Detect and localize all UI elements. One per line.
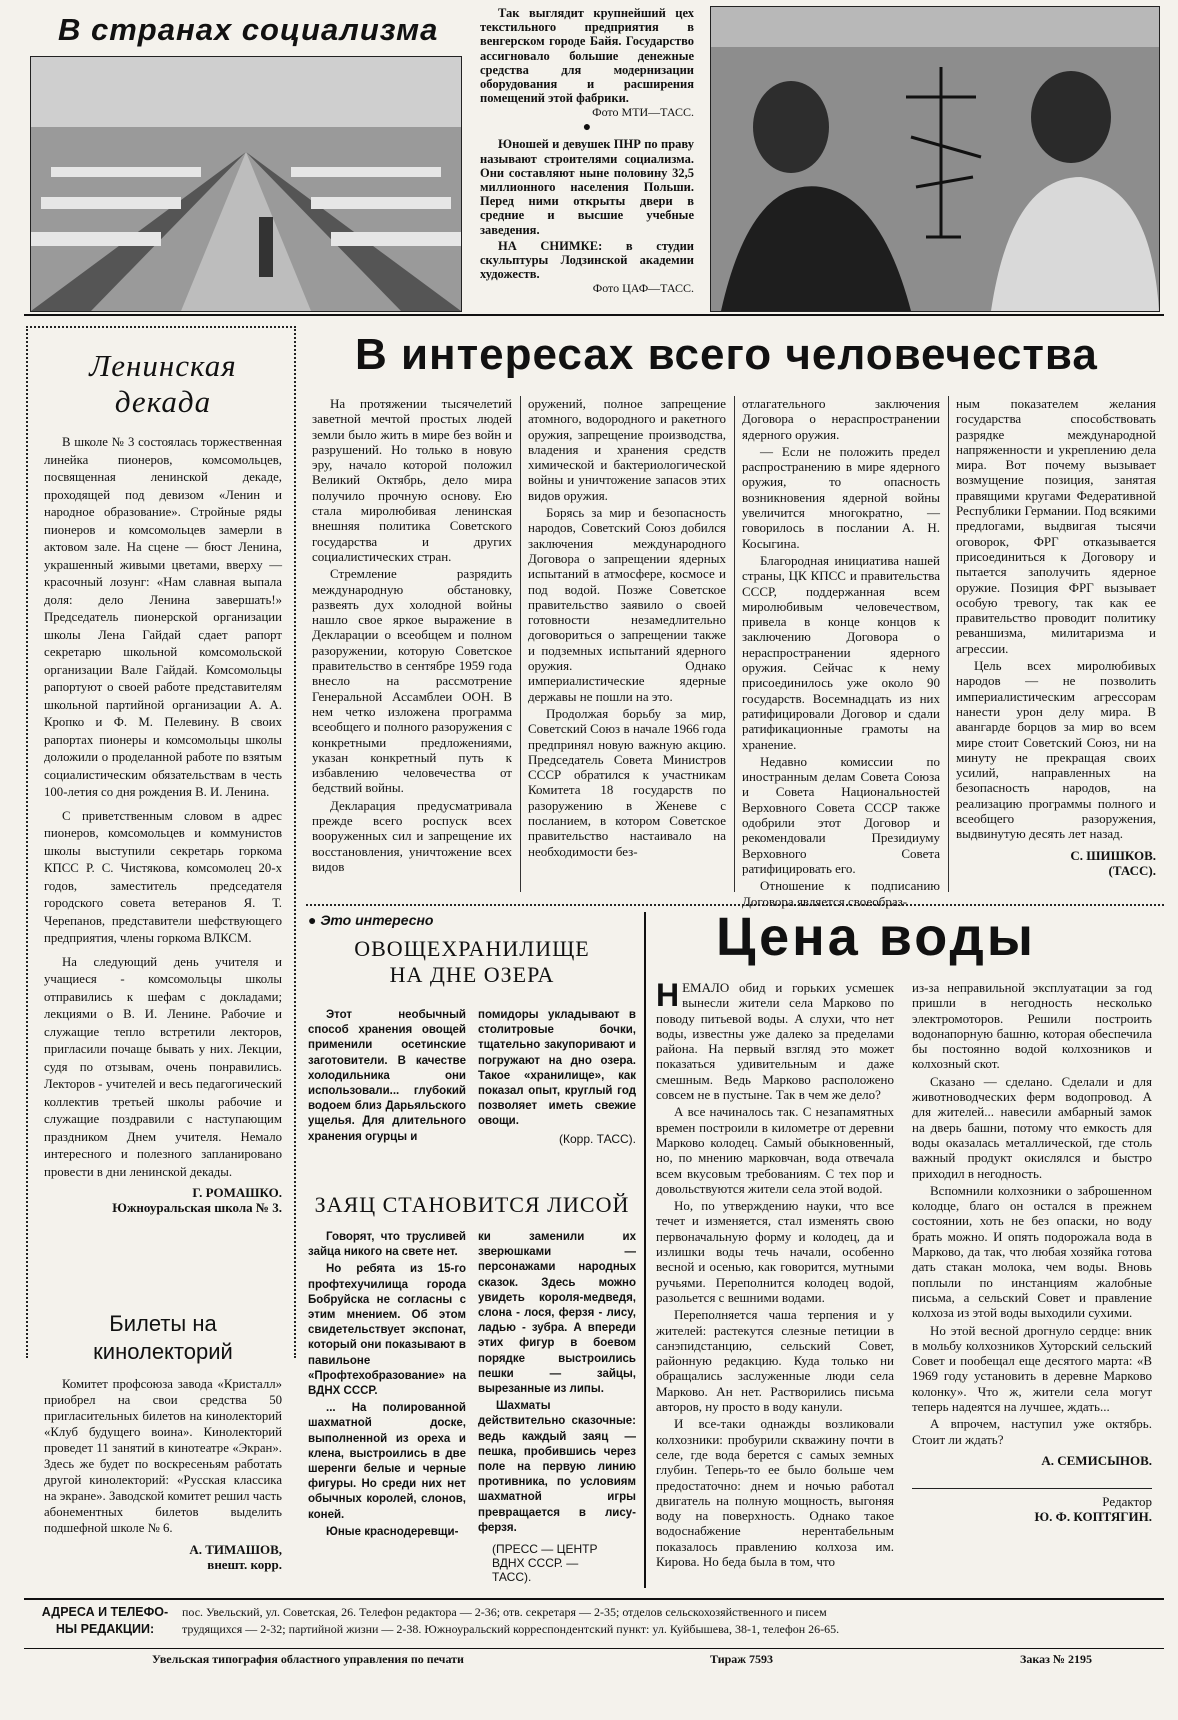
water-article	[656, 977, 1156, 1590]
paragraph: На протяжении тысячелетий заветной мечтой простых людей земли было жить в мире без войн и разрушений. Но только в новую эру, начало которой положил Великий Октябрь, дело мира получило прочную основу. Ею стала миролюбивая ленинская внешняя политика Советского государства и других социалистических стран.	[312, 396, 512, 564]
paragraph	[656, 977, 894, 1103]
paragraph: Сказано — сделано. Сделали и для животноводческих ферм водопровод. А для жителей... навесили амбарный замок на дверь башни, потому что емкость для воды оказалась металлической, где столь важный продукт окислялся и быстро приходил в негодность.	[912, 1073, 1152, 1181]
textile-factory-image	[31, 57, 461, 311]
footer-address	[30, 1604, 1160, 1646]
headline-line: НА ДНЕ ОЗЕРА	[389, 962, 555, 987]
column-3	[742, 396, 940, 909]
paragraph: Борясь за мир и безопасность народов, Советский Союз добился заключения международного Договора о запрещении ядерных испытаний в атмосфере, космосе и под водой. Позже Советское правительство заявило о своей готовности незамедлительно договориться о запрещении также и подземных испытаний ядерного оружия. Однако империалистические ядерные державы не пошли на это.	[528, 505, 726, 704]
sculpture-studio-photo	[710, 6, 1160, 312]
top-rule	[24, 314, 1164, 316]
article-body	[44, 434, 282, 1181]
caption-textile: Так выглядит крупнейший цех текстильного предприятия в венгерском городе Байя. Государство ассигновало большие денежные средства для модернизации оборудования и расширения помещений этой фабрики.	[480, 6, 694, 106]
rubric-label	[308, 912, 636, 928]
caption-sculpture: Юношей и девушек ПНР по праву называют строителями социализма. Они составляют ныне половину 32,5 миллионного населения Польши. Перед ними открыты двери в средние и высшие учебные заведения.	[480, 137, 694, 237]
paragraph: отлагательного заключения Договора о нераспространении ядерного оружия.	[742, 396, 940, 442]
signature: А. ТИМАШОВ,	[189, 1542, 282, 1557]
headline-line: ОВОЩЕХРАНИЛИЩЕ	[354, 936, 590, 961]
title-line: декада	[114, 384, 212, 419]
article-column	[478, 1230, 636, 1584]
lenin-article	[44, 348, 282, 1215]
printer-name: Увельская типография областного управления по печати	[152, 1652, 464, 1666]
signature-affiliation: (ТАСС).	[1108, 862, 1156, 878]
paragraph: Говорят, что трусливей зайца никого на свете нет.	[308, 1231, 466, 1259]
article-column	[478, 1008, 636, 1146]
bullet-icon: ●	[308, 912, 321, 928]
title-line: Билеты на	[109, 1311, 217, 1336]
signature-line: ТАСС).	[492, 1570, 532, 1585]
paragraph: Но ребята из 15-го профтехучилища города Бобруйска не согласны с этим мнением. Об этом свидетельствует экспонат, который они показывают в павильоне «Профтехобразование» на ВДНХ СССР.	[308, 1263, 466, 1398]
bullet-separator: ●	[582, 120, 592, 136]
article-headline	[308, 936, 636, 988]
footer-label	[30, 1604, 180, 1638]
column-2	[528, 396, 726, 859]
paragraph: Отношение к подписанию Договора является своеобраз-	[742, 878, 940, 909]
paragraph: Декларация предусматривала прежде всего роспуск всех вооруженных сил и запрещение их восстановления, уничтожение всех видов	[312, 797, 512, 874]
paragraph: В школе № 3 состоялась торжественная линейка пионеров, комсомольцев, посвященная ленинской декаде, проходящей под девизом «Ленин и народное образование». Стройные ряды пионеров и комсомольцев замерли в актовом зале. На сцене — бюст Ленина, украшенный живыми цветами, вверху — красочный лозунг: «Нам славная выпала доля: дело Ленина завершать!» Председатель пионерской организации школы Лена Гайдай сдает рапорт секретарю школьной комсомольской организации Вале Гайдай. Комсомольцы рапортуют о своей работе представителям школьной партийной организации А. А. Кропко и Ф. М. Пелевину. В своих рапортах пионеры и комсомольцы школы доложили о проделанной работе по взятым социалистическим обязательствам в честь 100-летия со дня рождения В. И. Ленина.	[44, 435, 282, 799]
lenin-frame-left	[26, 326, 28, 1358]
title-line: кинолекторий	[93, 1339, 233, 1364]
order-number: Заказ № 2195	[1020, 1652, 1092, 1666]
drop-cap: Н	[656, 977, 680, 1013]
signature: А. СЕМИСЫНОВ.	[1041, 1452, 1152, 1468]
column-1	[312, 396, 512, 874]
paragraph: Стремление разрядить международную обстановку, развеять дух холодной войны нашло свое яркое выражение в Декларации о всеобщем и полном разоружении, которую Советское правительство в сентябре 1959 года внесло на рассмотрение Генеральной Ассамблеи ООН. В нем четко изложена программа всеобщего и полного разоружения с конкретными предложениями, указан конкретный путь к избавлению человечества от бедствий войны.	[312, 566, 512, 796]
editor-block	[912, 1494, 1152, 1524]
imprint-line	[30, 1652, 1160, 1670]
paragraph: Но этой весной дрогнуло сердце: вник в мольбу колхозников Хуторский сельский Совет и пообещал еще десятого марта: «В 1969 году установить в деревне Марково колонку». Что ж, жители села могут теперь надеятся на лучшее, ждать...	[912, 1322, 1152, 1415]
paragraph: А впрочем, наступил уже октябрь. Стоит ли ждать?	[912, 1416, 1152, 1447]
signature-affiliation: внешт. корр.	[207, 1557, 282, 1572]
signature-line: ВДНХ СССР. —	[492, 1556, 579, 1571]
main-article-columns	[312, 396, 1162, 909]
photo-credit: Фото ЦАФ—ТАСС.	[592, 281, 694, 296]
paragraph: Шахматы действительно сказочные: ведь каждый заяц — пешка, пробившись через поле на первую линию противника, по условиям шахматной игры превращается в лису-ферзя.	[478, 1400, 636, 1534]
column-4	[956, 396, 1156, 878]
column-2	[912, 980, 1152, 1524]
column-1	[656, 977, 894, 1569]
signature: (Корр. ТАСС).	[558, 1131, 636, 1146]
paragraph-text: ЕМАЛО обид и горьких усмешек вынесли жители села Марково по поводу питьевой воды. А слухи, что нет воды, известны уже далеко за пределами района. На первый взгляд это может показаться удивительным и даже смешным. Ведь Марково расположено совсем не в пустыне. Так в чем же дело?	[656, 980, 894, 1103]
footer-label-line: НЫ РЕДАКЦИИ:	[55, 1622, 155, 1636]
footer-line: пос. Увельский, ул. Советская, 26. Телефон редактора — 2-36; отв. секретаря — 2-35; отделов сельскохозяйственного и писем	[182, 1605, 827, 1619]
paragraph: из-за неправильной эксплуатации за год пришли в негодность несколько электромоторов. Решили построить водонапорную башню, которая обеспечила бы постоянно водой колхозников и колхозный скот.	[912, 980, 1152, 1072]
paragraph: Юные краснодеревщи-	[326, 1525, 459, 1538]
water-headline: Цена воды	[716, 907, 1036, 967]
paragraph: ным показателем желания государства способствовать разрядке международной напряженности и укреплению дела мира. Вот почему вызывает возмущение позиция, занятая правящими кругами Федеративной Республики Германии. Под всякими предлогами, выдвигая тысячи оговорок, ФРГ отказывается присоединиться к Договору и пытается заполучить ядерное оружие. Позиция ФРГ вызывает особую тревогу, так как ее правительство проводит политику реваншизма, милитаризма и агрессии.	[956, 396, 1156, 656]
section-divider	[644, 912, 646, 1588]
circulation: Тираж 7593	[710, 1652, 773, 1666]
signature: С. ШИШКОВ.	[1070, 847, 1156, 863]
paragraph: оружений, полное запрещение атомного, водородного и ракетного оружия, запрещение производства, владения и хранения средств химической и бактериологической войны и уничтожение запасов этих видов оружия.	[528, 396, 726, 503]
paragraph: Но, по утверждению науки, что все течет и изменяется, стал изменять свою первоначальную форму и колодец, да и излишки воды течь начали, особенно весной и осенью, как говорится, мутными ручьями. Переполнится колодец водой, разольется с вешними водами.	[656, 1198, 894, 1305]
interesting-section	[308, 912, 636, 1598]
article-title	[44, 348, 282, 420]
footer-rule-bottom	[24, 1648, 1164, 1649]
article-column	[308, 1230, 466, 1540]
paragraph: Переполняется чаша терпения и у жителей: растекутся слезные петиции в санэпидстанцию, сельский Совет, районную редакцию. Куда только ни обращались заслуженные люди села Марково. Ан нет. Растворились письма авторов, ну просто в воду канули.	[656, 1307, 894, 1415]
article-body	[44, 1376, 282, 1536]
paragraph: Благородная инициатива нашей страны, ЦК КПСС и правительства СССР, поддержанная всем миролюбивым человечеством, привела в конце концов к заключению Договора о нераспространении ядерного оружия. Сейчас к нему присоединилось уже около 90 государств. Восемнадцать из них ратифицировали Договор и сдали ратификационные грамоты на хранение.	[742, 552, 940, 752]
rubric-text: Это интересно	[320, 912, 434, 928]
top-section	[30, 6, 1158, 312]
tickets-article	[44, 1310, 282, 1572]
paragraph: Этот необычный способ хранения овощей применили осетинские заготовители. В качестве холодильника они использовали... глубокий водоем близ Дарьяльского ущелья. Для длительного хранения огурцы и	[308, 1009, 466, 1143]
editor-name: Ю. Ф. КОПТЯГИН.	[1034, 1509, 1152, 1524]
section-title: В странах социализма	[58, 12, 439, 47]
paragraph: Вспомнили колхозники о заброшенном колодце, благо он остался в прежнем состоянии, хоть не без опаски, но воду брать можно. И опять подорожала вода в Марково, да так, что любая хозяйка готова дать стакан молока, чем воды. Вновь поплыли по инстанциям жалобные письма, а сельский Совет и правление колхоза из этой воды выходили сухими.	[912, 1182, 1152, 1321]
footer-contacts	[182, 1604, 1158, 1638]
column-divider	[948, 396, 949, 892]
column-divider	[520, 396, 521, 892]
textile-factory-photo	[30, 56, 462, 312]
caption-note	[480, 239, 694, 282]
paragraph: А все начиналось так. С незапамятных времен построили в километре от деревни Марково колодец. Самый обыкновенный, но, по мнению марковчан, вода отвечала всем вкусовым требованиям. С тех пор и довольствуются жители села этой водой.	[656, 1104, 894, 1196]
main-headline: В интересах всего человечества	[355, 330, 1098, 379]
paragraph: Недавно комиссии по иностранным делам Совета Союза и Совета Национальностей Верховного Совета СССР также одобрили этот Договор и рекомендовали Президиуму Верховного Совета ратифицировать его.	[742, 753, 940, 876]
article-headline: ЗАЯЦ СТАНОВИТСЯ ЛИСОЙ	[314, 1192, 630, 1217]
signature	[478, 1542, 636, 1584]
signature-affiliation: Южноуральская школа № 3.	[112, 1200, 282, 1215]
paragraph: С приветственным словом в адрес пионеров, комсомольцев и коммунистов школы выступили секретарь горкома КПСС Р. С. Чистякова, комсомолец 20-х годов, заместитель председателя городского совета ветеранов Я. Т. Черепанов, представители шефствующего предприятия, члены горкома ВЛКСМ.	[44, 808, 282, 945]
footer-line: трудящихся — 2-32; партийной жизни — 2-38. Южноуральский корреспондентский пункт: ул. Куйбышева, 38-1, телефон 26-65.	[182, 1622, 840, 1636]
lenin-frame-top	[26, 326, 296, 328]
paragraph: ... На полированной шахматной доске, выполненной из ореха и клена, выстроились в две шеренги белые и черные фигуры. Но среди них нет обычных королей, слонов, коней.	[308, 1402, 466, 1521]
caption-note-label: НА СНИМКЕ:	[498, 238, 603, 253]
paragraph: И все-таки однажды возликовали колхозники: пробурили скважину почти в селе, где вода берется с самых земных глубин. Теперь-то ее было больше чем предостаточно: днем и ночью работал двигатель на полную мощность, выгоняя воду на поверхность. Однако такое водоснабжение нерентабельным показалось правлению колхоза им. Кирова. Но беда была в том, что	[656, 1416, 894, 1569]
editor-label: Редактор	[1102, 1494, 1152, 1509]
column-divider	[734, 396, 735, 892]
article-title	[44, 1310, 282, 1366]
editor-rule	[912, 1488, 1152, 1489]
caption-block	[480, 6, 694, 295]
lenin-frame-right	[294, 326, 296, 1358]
article-column	[308, 1008, 466, 1145]
paragraph: Комитет профсоюза завода «Кристалл» приобрел на свои средства 50 пригласительных билетов на кинолекторий «Клуб будущего воина». Кинолекторий проведет 11 занятий в кинотеатре «Экран». Здесь же будет по воскресеньям работать другой кинолекторий: «Русская классика на экране». Заводской комитет решил часть абонементных билетов выделить подшефной школе № 6.	[44, 1377, 282, 1535]
sculpture-studio-image	[711, 7, 1159, 311]
caption-note-text: в студии скульптуры Лодзинской академии художеств.	[480, 238, 695, 282]
footer-label-line: АДРЕСА И ТЕЛЕФО-	[41, 1605, 169, 1619]
paragraph: помидоры укладывают в столитровые бочки, тщательно закупоривают и погружают на дно озера. Такое «хранилище», как показал опыт, круглый год позволяет иметь свежие овощи.	[478, 1009, 636, 1128]
title-line: Ленинская	[89, 348, 237, 383]
photo-credit: Фото МТИ—ТАСС.	[592, 105, 694, 120]
paragraph: На следующий день учителя и учащиеся - комсомольцы школы отправились к шефам с докладами; лекциями о В. И. Ленине. Рабочие и служащие тепло встретили лекторов, пригласили почаще бывать у них. Лекции, судя по отзывам, очень понравились. Лекторов - учителей и весь педагогический коллектив третьей школы рабочие и служащие поздравили с наступающим праздником Днем учителя. Немало интересного и полезного запланировано провести в дни ленинской декады.	[44, 954, 282, 1179]
signature-line: (ПРЕСС — ЦЕНТР	[492, 1542, 598, 1557]
paragraph: Цель всех миролюбивых народов — не позволить империалистическим агрессорам нанести урон делу мира. В авангарде борцов за мир во всем мире стоит Советский Союз, ни на минуту не прекращая своих усилий, направленных на безопасность народов, на реализацию программы полного и всеобщего разоружения, выдвинутую десять лет назад.	[956, 658, 1156, 842]
signature: Г. РОМАШКО.	[192, 1185, 282, 1200]
footer-rule-top	[24, 1598, 1164, 1600]
paragraph: — Если не положить предел распространению в мире ядерного оружия, то опасность возникновения ядерной войны увеличится многократно, — говорилось в послании А. Н. Косыгина.	[742, 443, 940, 551]
paragraph: Продолжая борьбу за мир, Советский Союз в начале 1966 года предпринял новую важную акцию. Председатель Совета Министров СССР обратился к участникам Комитета 18 государств по разоружению в Женеве с посланием, в котором Советское правительство настаивало на необходимости без-	[528, 705, 726, 859]
paragraph: ки заменили их зверюшками — персонажами народных сказок. Здесь можно увидеть короля-медведя, слона - лося, ферзя - лису, ладью - зубра. А впереди этих фигур в боевом порядке выстроились пешки — зайцы, вырезанные из липы.	[478, 1231, 636, 1396]
